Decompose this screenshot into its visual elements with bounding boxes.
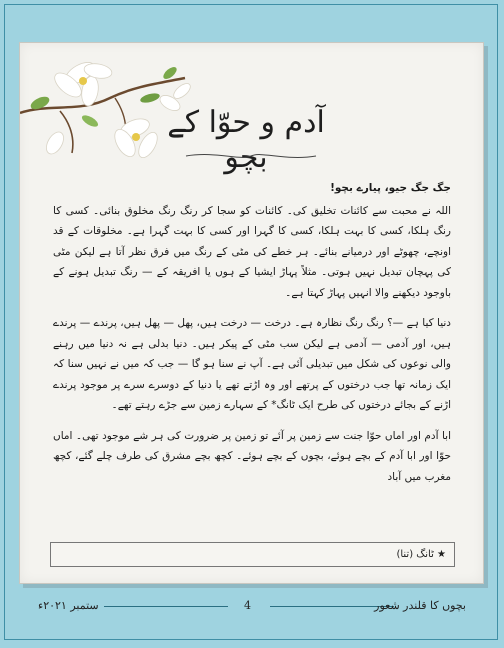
magazine-name: بچوں کا قلندر شعور xyxy=(374,599,466,612)
page-number: 4 xyxy=(244,599,251,612)
paragraph-2: دنیا کیا ہے —؟ رنگ رنگ نظارہ ہے۔ درخت — درخت ہیں، پھل — پھل ہیں، پرندے — پرندے ہیں، اور آدمی — آدمی ہے لیکن سب مٹی کے پیکر ہیں۔ دنیا بدلی ہے نہ دنیا میں رہنے والی نوعوں کی شکل میں تبدیلی آئی ہے۔ آپ نے سنا ہو گا — جب کہ میں نے نہیں سنا کہ ایک زمانہ تھا جب درختوں کے پرتھے اور وہ اڑتے تھے یا دنیا کے دوسرے سرے پر موجود پرندے اڑنے کے بجائے درختوں کی طرح ایک ٹانگ* کے سہارے زمین سے جڑے رہتے تھے۔ xyxy=(53,317,451,411)
footnote: ★ ٹانگ (تنا) xyxy=(50,542,455,567)
footer-date: ستمبر ۲۰۲۱ء xyxy=(38,599,99,612)
page-title: آدم و حوّا کے بچو xyxy=(167,105,325,175)
paragraph-3: ابا آدم اور اماں حوّا جنت سے زمین پر آئے تو زمین پر ضرورت کی ہر شے موجود تھی۔ اماں حوّا اور ابا آدم کے بچے ہوئے، بچوں کے بچے ہوئے۔ کچھ بچے مشرق کی طرف چلے گئے، کچھ مغرب میں آباد xyxy=(53,429,451,483)
greeting-line: جگ جگ جیو، پیارے بچو! xyxy=(330,182,451,194)
page-footer xyxy=(0,596,504,618)
paragraph-1: اللہ نے محبت سے کائنات تخلیق کی۔ کائنات کو سجا کر رنگ رنگ مخلوق بنائی۔ کسی کا رنگ ہلکا، کسی کا بہت ہلکا، کسی کا گہرا اور کسی کا بہت گہرا ہے۔ مخلوقات کے قد اونچے، چھوٹے اور درمیانے بنائے۔ ہر خطے کی مٹی کے رنگ میں فرق نظر آتا ہے لیکن مٹی کی پہچان تبدیل نہیں ہوتی۔ مثلاً پہاڑ ایشیا کے ہوں یا افریقہ کے — رنگ تبدیل ہونے کے باوجود دیکھنے والا انہیں پہاڑ کہتا ہے۔ xyxy=(53,204,451,299)
article-body xyxy=(53,178,451,487)
title-ornament-icon xyxy=(181,151,321,161)
footer-rule-left xyxy=(104,606,228,607)
